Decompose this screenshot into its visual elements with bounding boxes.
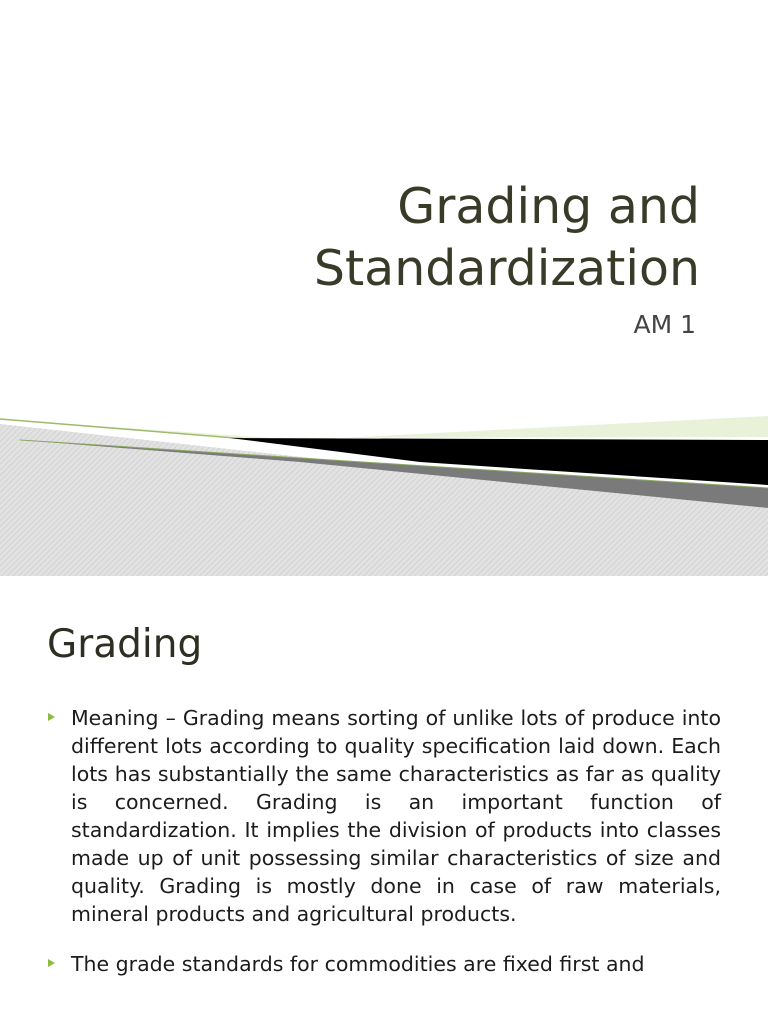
bullet-text: Meaning – Grading means sorting of unlike lots of produce into different lots according to quality specification laid down. Each lots has substantially the same characteristics as far as quality is concerned. Grading is an important function of standardization. It implies the division of products into classes made up of unit possessing similar characteristics of size and quality. Grading is mostly done in case of raw materials, mineral products and agricultural products. [71, 706, 721, 926]
slide-title-line-2: Standardization [313, 240, 700, 297]
bullet-item [47, 950, 721, 978]
bullet-arrow-icon [48, 959, 55, 967]
bullet-item [47, 704, 721, 928]
content-slide [0, 576, 768, 1024]
bullet-arrow-icon [48, 713, 55, 721]
content-slide-title: Grading [47, 622, 203, 667]
slide-subtitle: AM 1 [633, 310, 696, 339]
slide-title-line-1: Grading and [397, 178, 700, 235]
bullet-text: The grade standards for commodities are fixed first and [71, 952, 645, 976]
bullet-list [47, 704, 721, 1000]
slide-title [314, 176, 700, 300]
